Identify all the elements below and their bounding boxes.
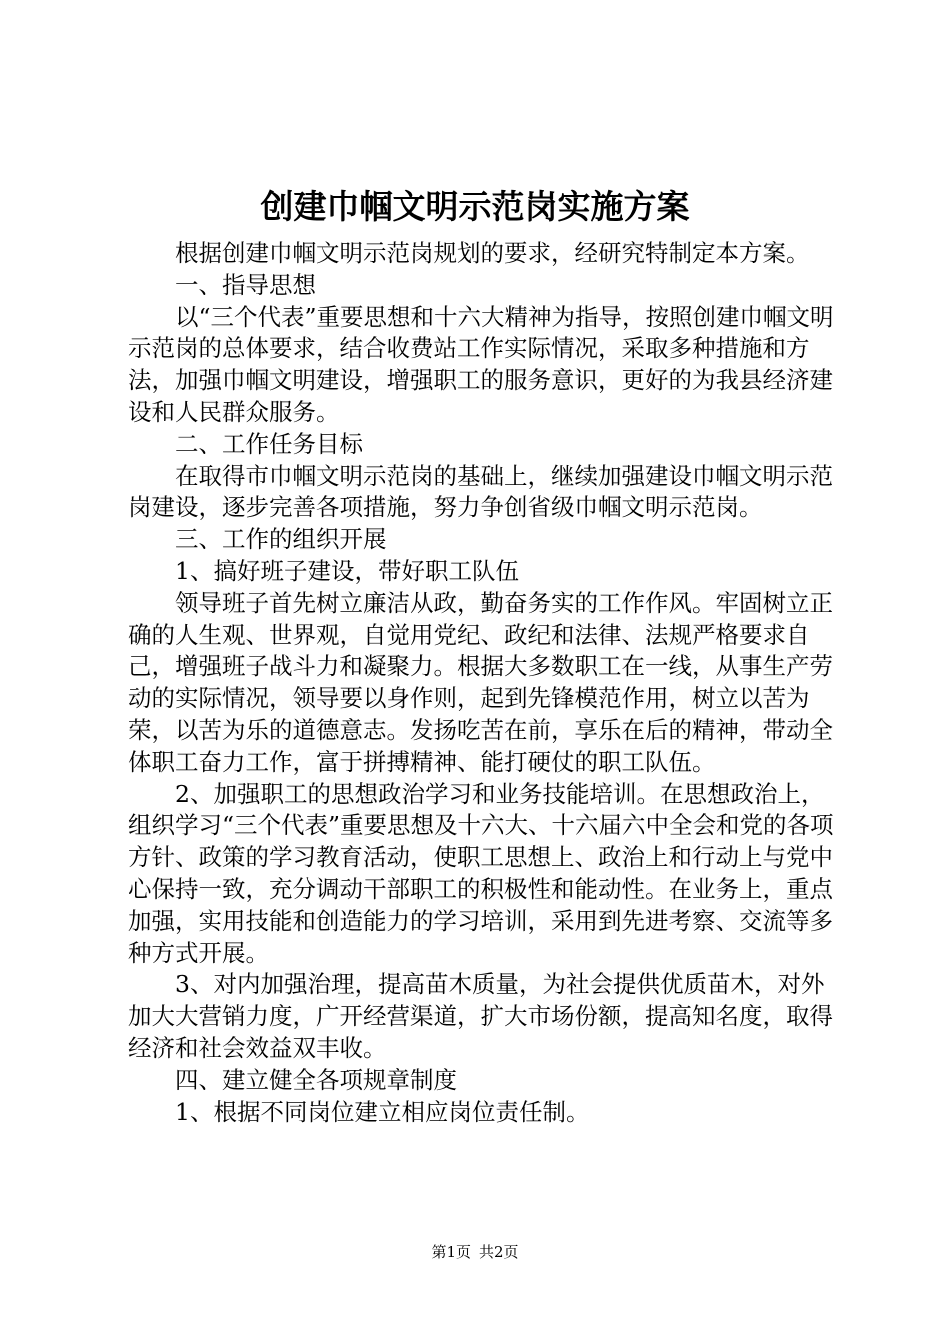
rules-item-1: 1、根据不同岗位建立相应岗位责任制。 [175,1097,590,1126]
work-goals-paragraph: 在取得市巾帼文明示范岗的基础上，继续加强建设巾帼文明示范岗建设，逐步完善各项措施，努力争创省级巾帼文明示范岗。 [128,461,833,522]
subheading-team-building: 1、搞好班子建设，带好职工队伍 [175,556,519,585]
training-paragraph: 2、加强职工的思想政治学习和业务技能培训。在思想政治上，组织学习“三个代表”重要思想及十六大、十六届六中全会和党的各项方针、政策的学习教育活动，使职工思想上、政治上和行动上与党中心保持一致，充分调动干部职工的积极性和能动性。在业务上，重点加强，实用技能和创造能力的学习培训，采用到先进考察、交流等多种方式开展。 [128,779,834,967]
guiding-thought-paragraph: 以“三个代表”重要思想和十六大精神为指导，按照创建巾帼文明示范岗的总体要求，结合收费站工作实际情况，采取多种措施和方法，加强巾帼文明建设，增强职工的服务意识，更好的为我县经济建设和人民群众服务。 [128,302,834,426]
document-title: 创建巾帼文明示范岗实施方案 [260,187,690,226]
page-number: 第1页 [431,1243,471,1261]
page-footer [0,1242,950,1262]
section-heading-work-goals: 二、工作任务目标 [175,429,363,458]
management-paragraph: 3、对内加强治理，提高苗木质量，为社会提供优质苗木，对外加大大营销力度，广开经营渠道，扩大市场份额，提高知名度，取得经济和社会效益双丰收。 [128,970,833,1062]
section-heading-guiding-thought: 一、指导思想 [175,270,316,299]
intro-paragraph: 根据创建巾帼文明示范岗规划的要求，经研究特制定本方案。 [175,239,810,267]
section-heading-rules: 四、建立健全各项规章制度 [175,1065,457,1094]
page-total: 共2页 [479,1243,519,1261]
team-building-paragraph: 领导班子首先树立廉洁从政，勤奋务实的工作作风。牢固树立正确的人生观、世界观，自觉用党纪、政纪和法律、法规严格要求自己，增强班子战斗力和凝聚力。根据大多数职工在一线，从事生产劳动的实际情况，领导要以身作则，起到先锋模范作用，树立以苦为荣，以苦为乐的道德意志。发扬吃苦在前，享乐在后的精神，带动全体职工奋力工作，富于拼搏精神、能打硬仗的职工队伍。 [128,588,833,776]
document-body [128,238,838,1128]
section-heading-organization: 三、工作的组织开展 [175,525,387,554]
